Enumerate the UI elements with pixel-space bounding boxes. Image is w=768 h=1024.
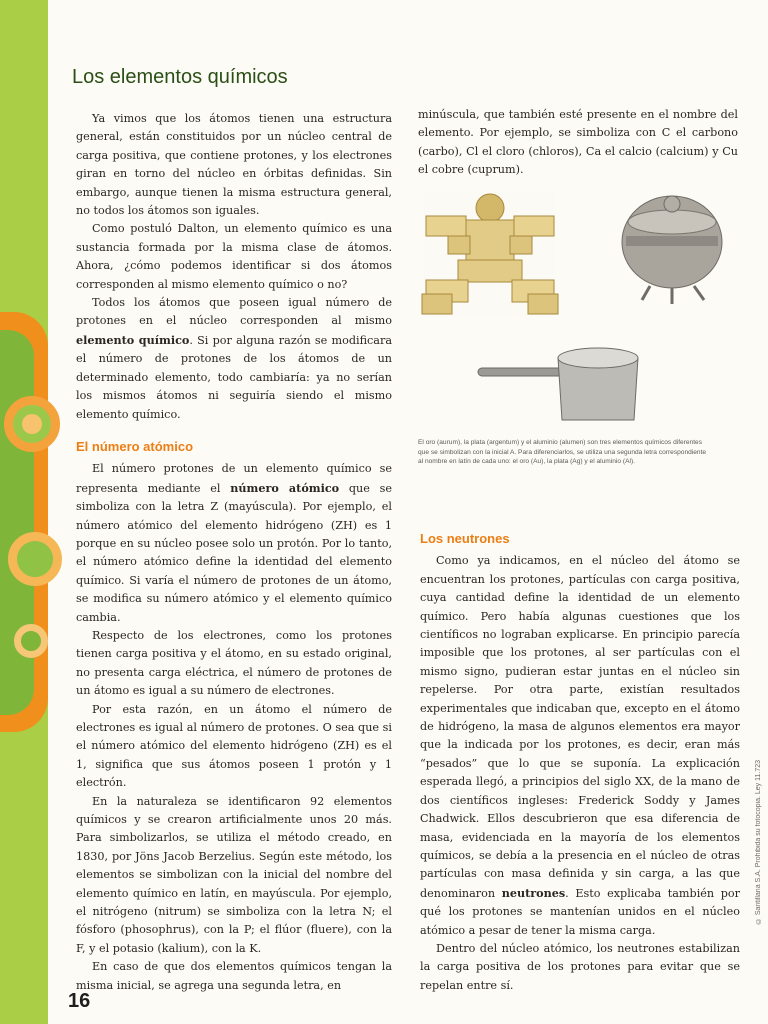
section-heading-neutrons: Los neutrones: [420, 531, 510, 546]
page-title: Los elementos químicos: [72, 66, 288, 88]
text-span: Como ya indicamos, en el núcleo del átomo se encuentran los protones, partículas con carga positiva, cuya cantidad define la identidad de un elemento químico. Pero había algunas cuestiones que los científicos no lograban explicarse. En principio parecía imposible que los protones, al ser partículas con el mismo signo, pudieran estar juntas en el núcleo sin repelerse. Por otra parte, existían resultados experimentales que indicaban que, excepto en el átomo de hidrógeno, la masa de algunos elementos era mayor que la indicada por los protones, es decir, eran más “pesados” que lo que se suponía. La explicación esperada llegó, a principios del siglo XX, de la mano de dos científicos ingleses: Frederick Soddy y James Chadwick. Ellos descubrieron que esa diferencia de masa, evidenciada en la mayoría de los elementos químicos, se debía a la presencia en el núcleo de otras partículas con masa definida y sin carga, a las que denominaron: [420, 554, 740, 900]
atomic-number-paragraph-3: Por esta razón, en un átomo el número de electrones es igual al número de protones. O sea que si el número atómico del elemento hidrógeno (ZH) es el 1, significa que sus átomos poseen 1 protón y 1 electrón.: [76, 702, 392, 790]
neutrons-paragraph-2: Dentro del núcleo atómico, los neutrones estabilizan la carga positiva de los protones para evitar que se repelan entre sí.: [420, 941, 740, 992]
bold-term-numero-atomico: número atómico: [230, 480, 340, 495]
text-span: . Si por alguna razón se modificara el número de protones de los átomos de un determinado elemento, todo cambiaría: ya no serían los mismos átomos ni seguiría siendo el mismo elemento químico.: [76, 333, 392, 421]
bold-term-neutrones: neutrones: [501, 885, 566, 900]
intro-paragraph-3: [76, 294, 392, 424]
decorative-dot-top: [22, 414, 42, 434]
left-column: [76, 110, 392, 995]
atomic-number-paragraph-5: En caso de que dos elementos químicos tengan la misma inicial, se agrega una segunda letra, en: [76, 960, 392, 992]
atomic-number-paragraph-4: En la naturaleza se identificaron 92 elementos químicos y se crearon artificialmente unos 20 más. Para simbolizarlos, se utiliza el método creado, en 1830, por Jöns Jacob Berzelius. Según este método, los elementos se simbolizan con la inicial del nombre del elemento químico en latín, en mayúscula. Por ejemplo, el nitrógeno (nitrum) se simboliza con la letra N; el fósforo (phosophrus), con la P; el flúor (fluere), con la F, y el potasio (kalium), con la K.: [76, 794, 392, 955]
bold-term-elemento-quimico: elemento químico: [76, 332, 190, 347]
atomic-number-paragraph-1: [76, 460, 392, 627]
decorative-ring-bottom: [14, 624, 48, 658]
aluminum-pan-image: [478, 348, 638, 420]
continuation-paragraph: minúscula, que también esté presente en el nombre del elemento. Por ejemplo, se simboliza con C el carbono (carbo), Cl el cloro (chloros), Ca el calcio (calcium) y Cu el cobre (cuprum).: [418, 108, 738, 177]
decorative-ring-middle: [8, 532, 62, 586]
metal-objects-figure: [418, 182, 738, 442]
text-span: Todos los átomos que poseen igual número de protones en el núcleo corresponden al mismo: [76, 296, 392, 328]
text-span: El número protones de un elemento químico se representa mediante el: [76, 462, 392, 495]
silver-pot-image: [622, 196, 722, 304]
text-span: . Esto explicaba también por qué los protones se mantenían unidos en el núcleo atómico a pesar de tener la misma carga.: [420, 886, 740, 937]
section-heading-atomic-number: El número atómico: [76, 438, 194, 454]
intro-paragraph-1: Ya vimos que los átomos tienen una estructura general, están constituidos por un núcleo central de carga positiva, que contiene protones, y los electrones giran en torno del núcleo en órbitas definidas. Sin embargo, aunque tienen la misma estructura general, no todos los átomos son iguales.: [76, 112, 392, 218]
copyright-notice: © Santillana S.A. Prohibida su fotocopia. Ley 11.723: [755, 760, 762, 925]
right-column-bottom: [420, 530, 740, 995]
page-number: 16: [68, 990, 91, 1012]
text-span: que se simboliza con la letra Z (mayúscula). Por ejemplo, el número atómico del elemento hidrógeno (ZH) es 1 porque en su núcleo posee solo un protón. Por lo tanto, el número atómico define la identidad del elemento químico. Si varía el número de protones de un átomo, se modifica su número atómico y el elemento químico cambia.: [76, 481, 392, 624]
gold-figurine-image: [422, 192, 558, 316]
intro-paragraph-2: Como postuló Dalton, un elemento químico es una sustancia formada por la misma clase de átomos. Ahora, ¿cómo podemos identificar si dos átomos corresponden al mismo elemento químico o no?: [76, 222, 392, 291]
figure-caption: El oro (aurum), la plata (argentum) y el aluminio (alumen) son tres elementos químicos diferentes que se simbolizan con la inicial A. Para diferenciarlos, se utiliza una segunda letra correspondiente al nombre en latín de cada uno: el oro (Au), la plata (Ag) y el aluminio (Al).: [418, 439, 707, 465]
neutrons-paragraph-1: [420, 552, 740, 940]
atomic-number-paragraph-2: Respecto de los electrones, como los protones tienen carga positiva y el átomo, en su estado original, no presenta carga eléctrica, el número de protones de un átomo es igual a su número de electrones.: [76, 628, 392, 698]
right-column-top: [418, 106, 738, 180]
